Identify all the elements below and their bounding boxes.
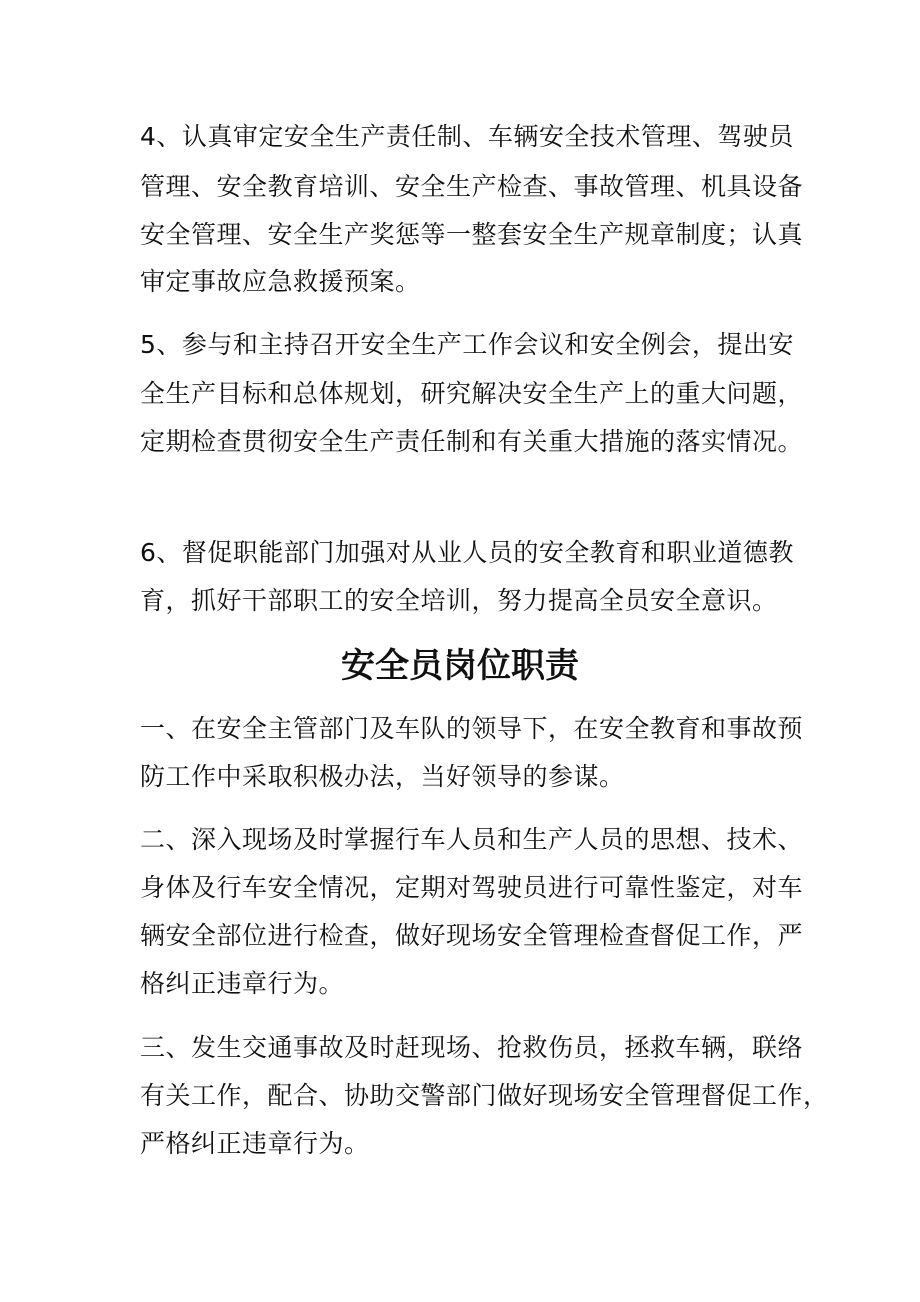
text-line: 4、认真审定安全生产责任制、车辆安全技术管理、驾驶员 [140, 122, 794, 151]
text-line: 有关工作，配合、协助交警部门做好现场安全管理督促工作， [140, 1081, 829, 1110]
text-line: 严格纠正违章行为。 [140, 1129, 370, 1158]
text-line: 辆安全部位进行检查，做好现场安全管理检查督促工作，严 [140, 921, 804, 950]
text-line: 防工作中采取积极办法，当好领导的参谋。 [140, 762, 625, 791]
section-title: 安全员岗位职责 [341, 646, 579, 686]
text-line: 全生产目标和总体规划，研究解决安全生产上的重大问题， [140, 379, 804, 408]
text-line: 身体及行车安全情况，定期对驾驶员进行可靠性鉴定，对车 [140, 873, 804, 902]
text-line: 定期检查贯彻安全生产责任制和有关重大措施的落实情况。 [140, 427, 804, 456]
text-line: 管理、安全教育培训、安全生产检查、事故管理、机具设备 [140, 172, 804, 201]
text-line: 5、参与和主持召开安全生产工作会议和安全例会，提出安 [140, 330, 794, 359]
text-line: 三、发生交通事故及时赶现场、抢救伤员，拯救车辆，联络 [140, 1033, 804, 1062]
text-line: 二、深入现场及时掌握行车人员和生产人员的思想、技术、 [140, 825, 804, 854]
text-line: 格纠正违章行为。 [140, 969, 345, 998]
text-line: 6、督促职能部门加强对从业人员的安全教育和职业道德教 [140, 538, 794, 567]
text-line: 安全管理、安全生产奖惩等一整套安全生产规章制度；认真 [140, 220, 804, 249]
text-line: 审定事故应急救援预案。 [140, 267, 421, 296]
text-line: 一、在安全主管部门及车队的领导下，在安全教育和事故预 [140, 714, 804, 743]
text-line: 育，抓好干部职工的安全培训，努力提高全员安全意识。 [140, 586, 778, 615]
